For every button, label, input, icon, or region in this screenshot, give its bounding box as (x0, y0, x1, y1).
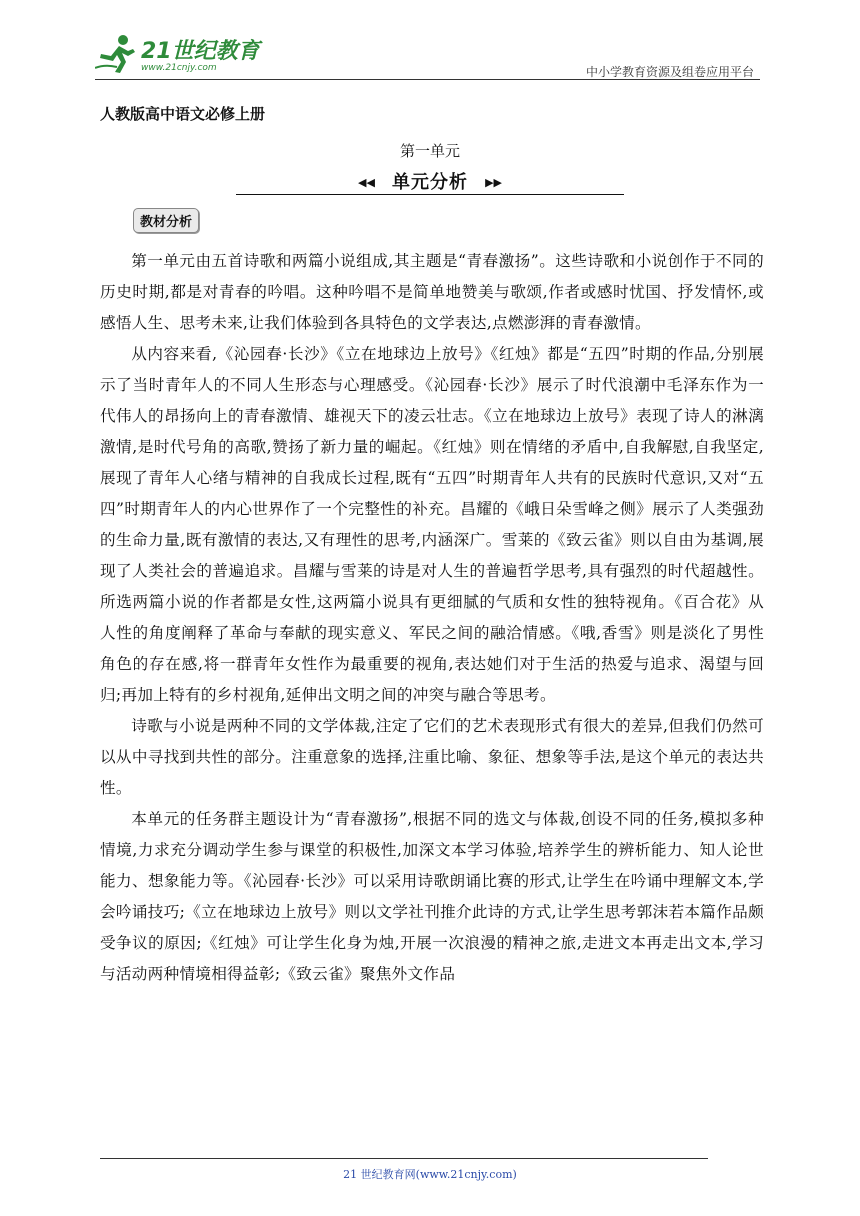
paragraph: 第一单元由五首诗歌和两篇小说组成,其主题是“青春激扬”。这些诗歌和小说创作于不同的历史时期,都是对青春的吟唱。这种吟唱不是简单地赞美与歌颂,作者或感时忧国、抒发情怀,或感悟人生、思考未来,让我们体验到各具特色的文学表达,点燃澎湃的青春激情。 (100, 252, 764, 332)
unit-title: 第一单元 (399, 142, 460, 160)
double-left-arrow-icon: ◀◀ (357, 176, 375, 189)
section-heading-text: 单元分析 (392, 172, 468, 193)
footer-link[interactable]: 21 世纪教育网(www.21cnjy.com) (343, 1168, 517, 1181)
footer-divider (100, 1158, 708, 1159)
logo-text: 21世纪教育 (141, 39, 260, 64)
book-title: 人教版高中语文必修上册 (100, 105, 266, 123)
site-logo[interactable] (95, 30, 265, 78)
material-analysis-tag: 教材分析 (133, 208, 199, 233)
header-divider (95, 79, 760, 80)
analysis-body (100, 246, 764, 990)
paragraph: 本单元的任务群主题设计为“青春激扬”,根据不同的选文与体裁,创设不同的任务,模拟多种情境,力求充分调动学生参与课堂的积极性,加深文本学习体验,培养学生的辨析能力、知人论世能力、想象能力等。《沁园春·长沙》可以采用诗歌朗诵比赛的形式,让学生在吟诵中理解文本,学会吟诵技巧;《立在地球边上放号》则以文学社刊推介此诗的方式,让学生思考郭沫若本篇作品颇受争议的原因;《红烛》可让学生化身为烛,开展一次浪漫的精神之旅,走进文本再走出文本,学习与活动两种情境相得益彰;《致云雀》聚焦外文作品 (100, 810, 764, 983)
platform-label: 中小学教育资源及组卷应用平台 (585, 65, 754, 79)
section-heading (236, 168, 624, 195)
page-header (95, 30, 760, 82)
logo-url: www.21cnjy.com (141, 63, 217, 73)
paragraph: 诗歌与小说是两种不同的文学体裁,注定了它们的艺术表现形式有很大的差异,但我们仍然可以从中寻找到共性的部分。注重意象的选择,注重比喻、象征、想象等手法,是这个单元的表达共性。 (100, 717, 764, 797)
double-right-arrow-icon: ▶▶ (485, 176, 503, 189)
runner-logo-icon (95, 34, 139, 74)
paragraph: 从内容来看,《沁园春·长沙》《立在地球边上放号》《红烛》都是“五四”时期的作品,分别展示了当时青年人的不同人生形态与心理感受。《沁园春·长沙》展示了时代浪潮中毛泽东作为一代伟人的昂扬向上的青春激情、雄视天下的凌云壮志。《立在地球边上放号》表现了诗人的淋漓激情,是时代号角的高歌,赞扬了新力量的崛起。《红烛》则在情绪的矛盾中,自我解慰,自我坚定,展现了青年人心绪与精神的自我成长过程,既有“五四”时期青年人共有的民族时代意识,又对“五四”时期青年人的内心世界作了一个完整性的补充。昌耀的《峨日朵雪峰之侧》展示了人类强劲的生命力量,既有激情的表达,又有理性的思考,内涵深广。雪莱的《致云雀》则以自由为基调,展现了人类社会的普遍追求。昌耀与雪莱的诗是对人生的普遍哲学思考,具有强烈的时代超越性。所选两篇小说的作者都是女性,这两篇小说具有更细腻的气质和女性的独特视角。《百合花》从人性的角度阐释了革命与奉献的现实意义、军民之间的融洽情感。《哦,香雪》则是淡化了男性角色的存在感,将一群青年女性作为最重要的视角,表达她们对于生活的热爱与追求、渴望与回归;再加上特有的乡村视角,延伸出文明之间的冲突与融合等思考。 (100, 345, 764, 704)
